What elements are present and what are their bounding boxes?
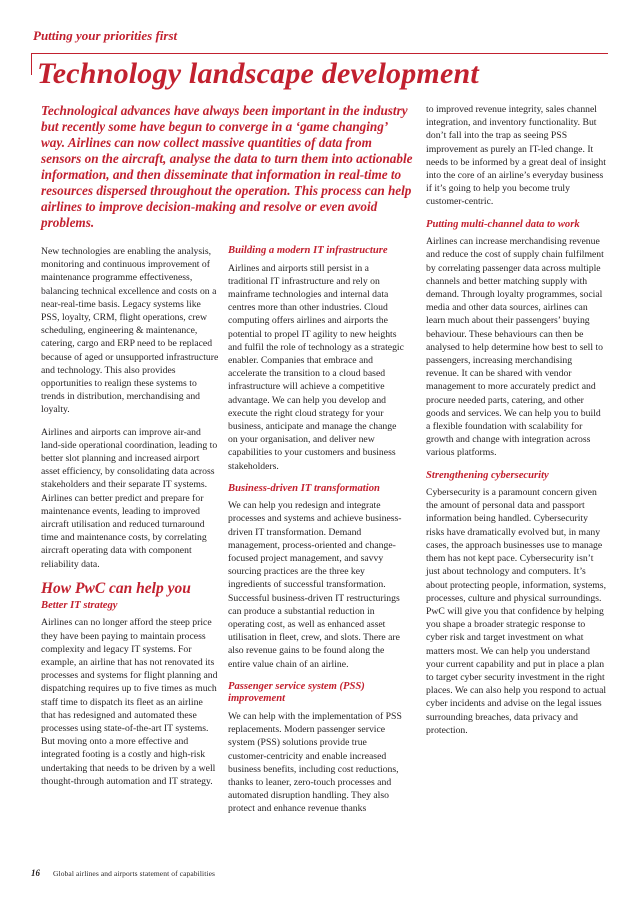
- body-paragraph: Airlines can no longer afford the steep price they have been paying to maintain process complexity and legacy IT systems. For example, an airline that has not renovated its processes and systems for flight planning and dispatching requires up to five times as much staff time to dispatch its fleet as an airline that has redesigned and automated these processes using state-of-the-art IT systems. But moving onto a more effective and integrated footing is a costly and high-risk undertaking that needs to be driven by a well thought-through automation and IT strategy.: [41, 617, 218, 787]
- sub-heading-pss-improvement: Passenger service system (PSS) improvement: [228, 680, 365, 705]
- page-footer: [31, 868, 608, 878]
- body-paragraph: We can help you redesign and integrate processes and systems and achieve business-driven IT transformation. Demand management, process-oriented and change-focused project management, and savvy sourcing practices are the three key ingredients of successful transformation. Successful business-driven IT restructurings can produce a substantial reduction in operating cost, as well as enhanced asset utilisation in fleet, crew, and slots. There are also revenue gains to be found along the entire value chain of an airline.: [228, 500, 402, 670]
- body-paragraph: We can help with the implementation of PSS replacements. Modern passenger service system (PSS) solutions provide true customer-centricity and enable increased business benefits, including cost reductions, thanks to leaner, zero-touch processes and automated disruption handling. They also protect and enhance revenue thanks: [228, 710, 402, 815]
- section-heading-how-pwc-can-help: How PwC can help you: [41, 579, 191, 597]
- sub-heading-multi-channel-data: Putting multi-channel data to work: [426, 218, 580, 230]
- footer-page-number: 16: [31, 868, 40, 878]
- sub-heading-strengthening-cybersecurity: Strengthening cybersecurity: [426, 469, 549, 481]
- header-rule: [31, 53, 608, 54]
- page-eyebrow: Putting your priorities first: [33, 28, 178, 43]
- body-paragraph: to improved revenue integrity, sales channel integration, and inventory functionality. But don’t fall into the trap as seeing PSS improvement as purely an IT-led change. It needs to be informed by a great deal of insight into the core of an airline’s everyday business if it’s going to help you become truly customer-centric.: [426, 104, 606, 208]
- column-middle: [228, 245, 406, 825]
- page-content: [41, 103, 608, 825]
- body-paragraph: New technologies are enabling the analysis, monitoring and continuous improvement of maintenance programme effectiveness, balancing technical excellence and costs on a near-real-time basis. Legacy systems like PSS, loyalty, CRM, flight operations, crew scheduling, engineering & maintenance, catering, cargo and ERP need to be replaced because of aged or unsupported infrastructure and technology. This also provides opportunities to realign these systems to trends in distribution, merchandising and loyalty.: [41, 246, 219, 416]
- sub-heading-better-it-strategy: Better IT strategy: [41, 599, 118, 611]
- sub-heading-business-driven-it: Business-driven IT transformation: [228, 482, 380, 494]
- body-paragraph: Airlines and airports still persist in a traditional IT infrastructure and rely on mainframe technologies and internal data centres more than other industries. Cloud computing offers airlines and airports the potential to propel IT agility to new heights and fulfil the role of technology as a strategic enabler. Companies that embrace and accelerate the transition to a cloud based infrastructure will achieve a competitive advantage. We can help you develop and execute the right cloud strategy for your business, anticipate and manage the change on your organisation, and deliver new capabilities to your customers and business stakeholders.: [228, 262, 404, 472]
- column-left: [41, 245, 219, 825]
- footer-caption: Global airlines and airports statement of capabilities: [53, 869, 216, 878]
- page-title: Technology landscape development: [37, 57, 479, 90]
- intro-paragraph: Technological advances have always been important in the industry but recently some have begun to converge in a ‘game changing’ way. Airlines can now collect massive quantities of data from sensors on the aircraft, analyse the data to turn them into actionable information, and then disseminate that information in real-time to resources dispersed throughout the operation. This process can help airlines to improve decision-making and resolve or even avoid problems.: [41, 103, 413, 230]
- body-paragraph: Airlines can increase merchandising revenue and reduce the cost of supply chain fulfilment by correlating passenger data across multiple channels and better matching supply with demand. Through loyalty programmes, social media and other data sources, airlines can learn much about their passengers’ buying behaviour. These behaviours can then be analysed to help determine how best to sell to passengers, increasing merchandising revenue. It can be shared with vendor management to more accurately predict and procure needed parts, catering, and other goods and services. We can help you to build a flexible foundation with scalability for growth and change with integration across various platforms.: [426, 236, 604, 459]
- sub-heading-building-modern-it: Building a modern IT infrastructure: [228, 245, 388, 256]
- column-right: [426, 103, 607, 825]
- body-paragraph: Cybersecurity is a paramount concern given the amount of personal data and passport information being handled. Cybersecurity risks have dramatically evolved but, in many cases, the approach businesses use to manage them has not kept pace. Cybersecurity isn’t just about technology and computers. It’s about protecting people, information, systems, processes, culture and physical surroundings. PwC will give you that confidence by helping you shape a broader strategic response to cyber risk and target investment on what matters most. We can help you understand your current capability and put in place a plan to target cyber security investment in the right places. We can also help you respond to actual cyber incidents and advise on the legal issues surrounding breaches, data privacy and protection.: [426, 487, 607, 736]
- body-columns: [41, 245, 406, 825]
- intro-and-columns-area: [41, 103, 413, 825]
- body-paragraph: Airlines and airports can improve air-and land-side operational coordination, leading to better slot planning and increased airport asset efficiency, by consolidating data across stakeholders and their separate IT systems. Airlines can better predict and prepare for maintenance events, leading to improved aircraft utilisation and reduced turnaround time and maintenance costs, by correlating aircraft operating data with component reliability data.: [41, 426, 218, 570]
